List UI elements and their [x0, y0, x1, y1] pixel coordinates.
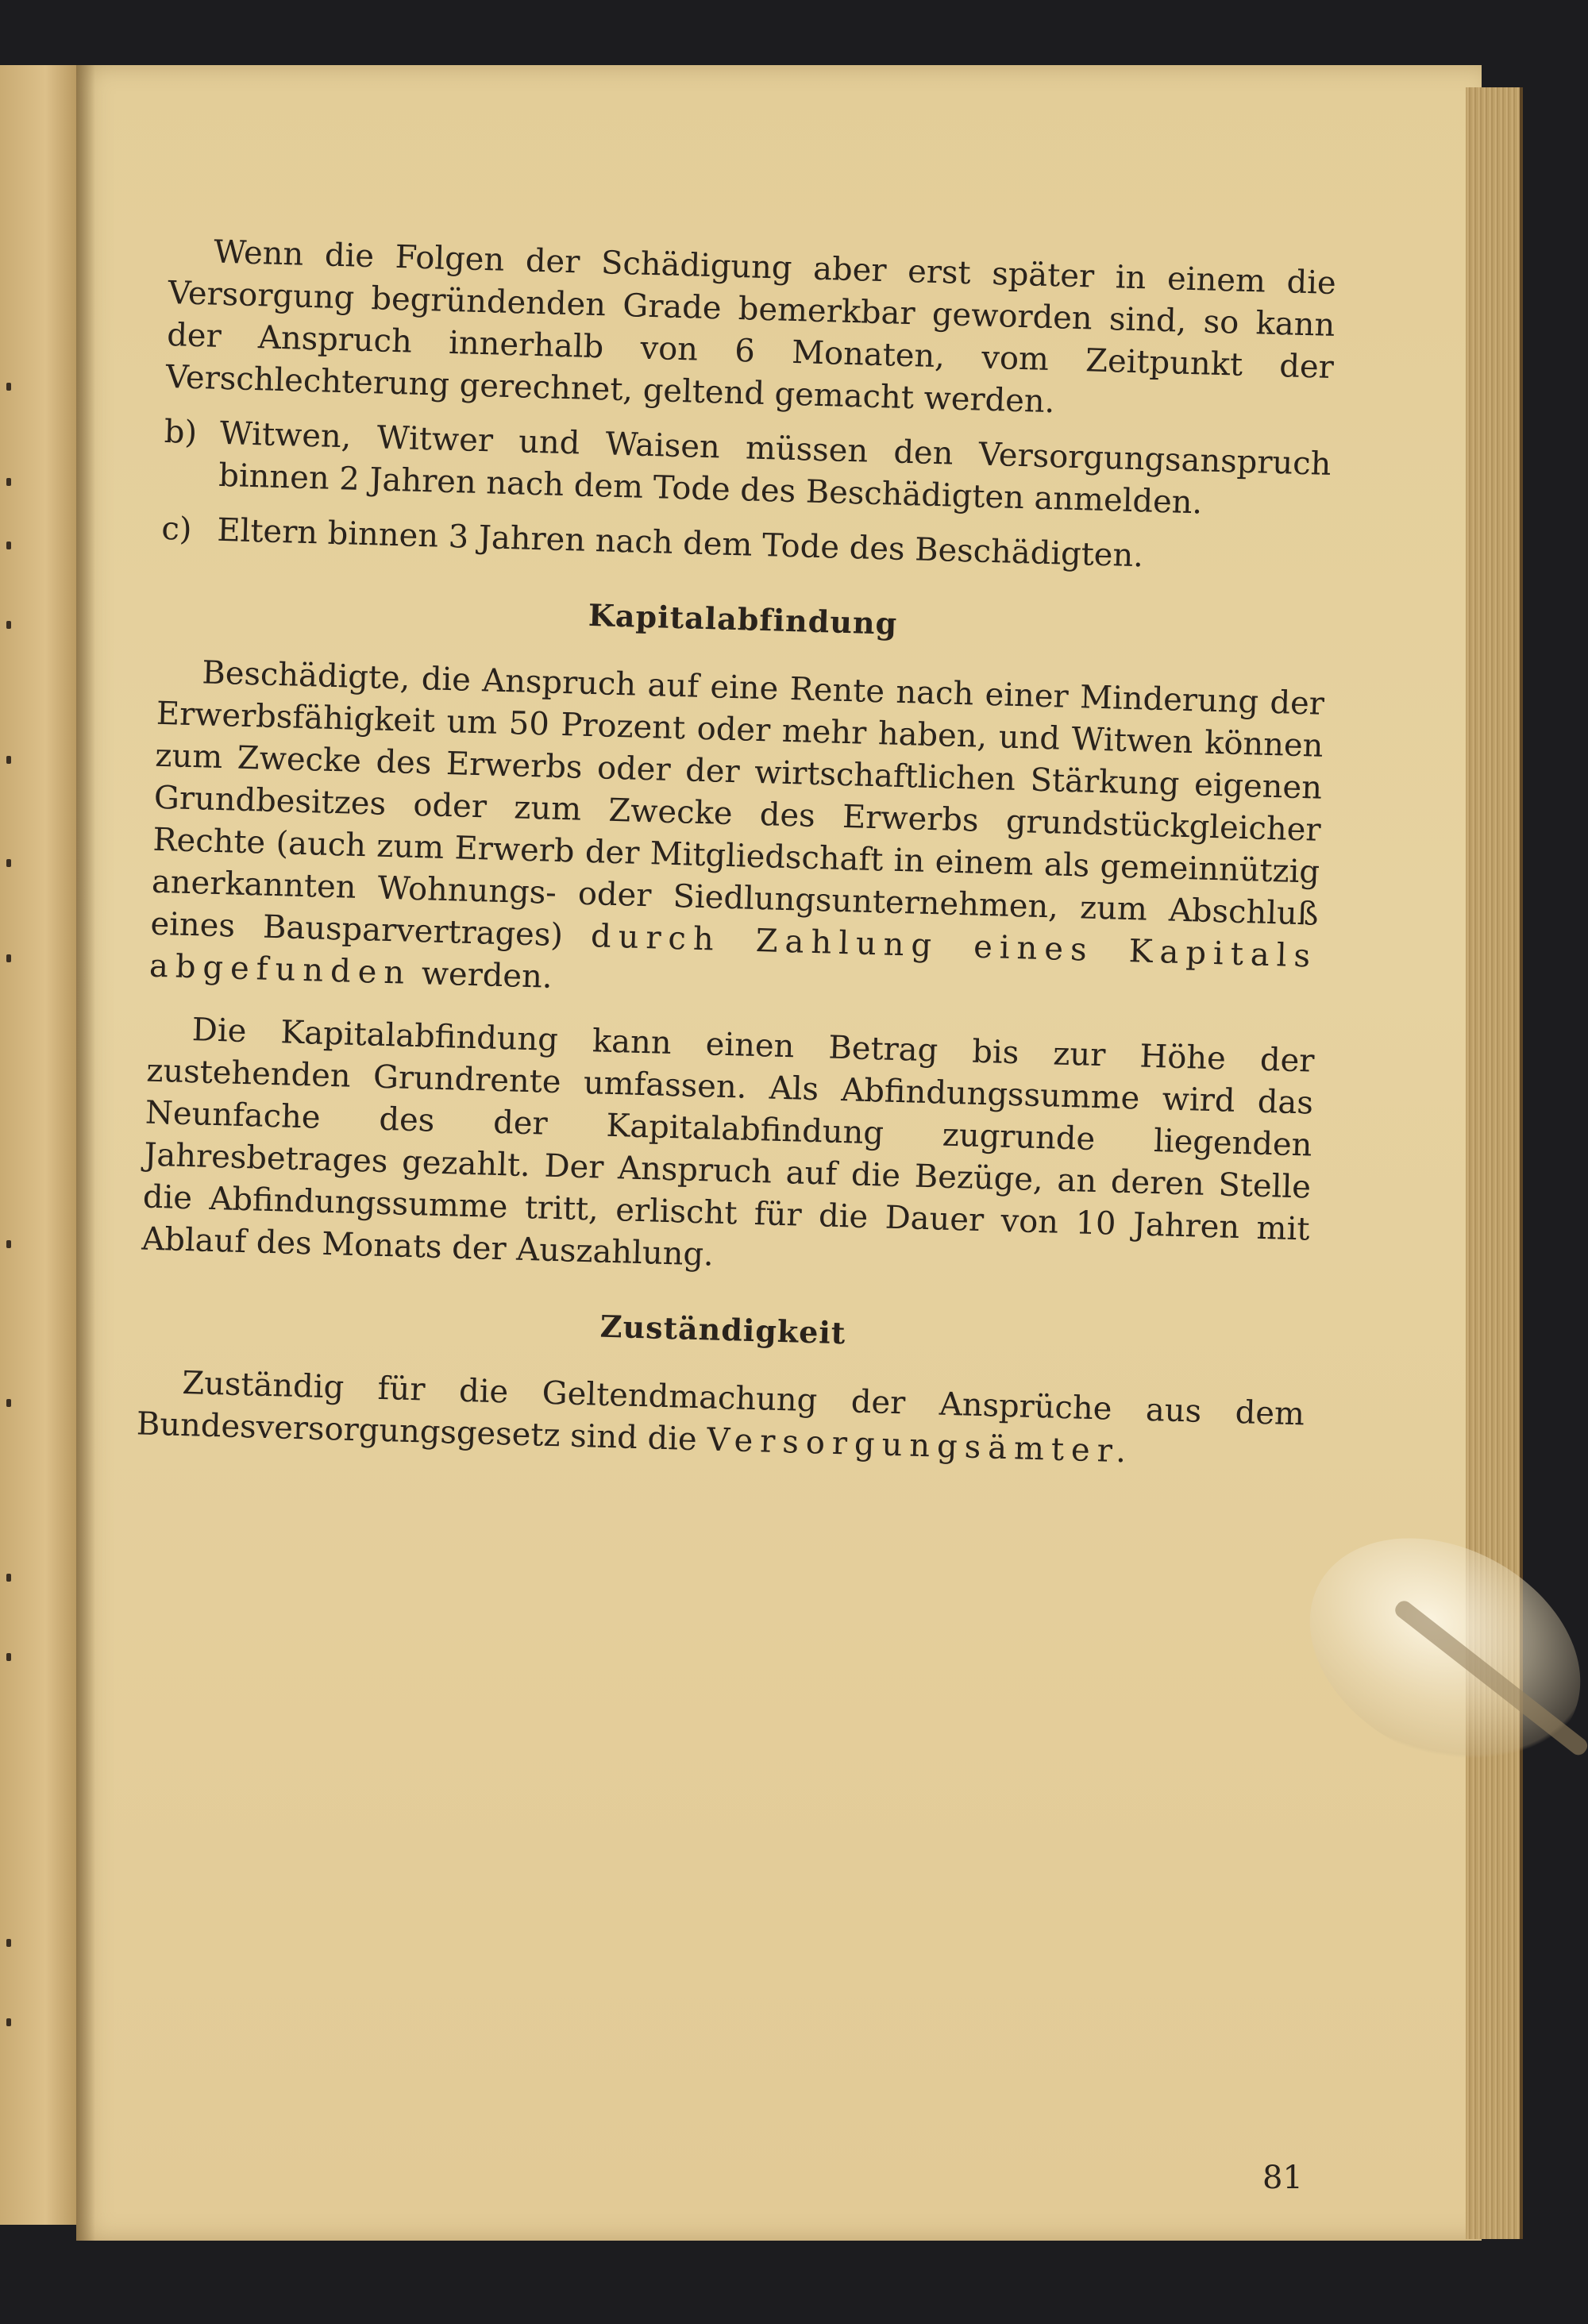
emphasized-text: Versorgungsämter.: [706, 1421, 1134, 1470]
print-mark: [6, 859, 11, 867]
section-heading-zustaendigkeit: Zuständigkeit: [599, 1308, 846, 1351]
list-item-text: Witwen, Witwer und Waisen müssen den Versorgungsanspruch binnen 2 Jahren nach dem Tode des Beschädigten anmelden.: [218, 414, 1332, 522]
page-edges: [1466, 87, 1523, 2239]
list-item-text: Eltern binnen 3 Jahren nach dem Tode des Beschädigten.: [216, 511, 1144, 575]
print-mark: [6, 1240, 11, 1248]
print-mark: [6, 954, 11, 962]
print-mark: [6, 2018, 11, 2026]
section-heading-kapitalabfindung: Kapitalabfindung: [588, 596, 898, 642]
print-mark: [6, 621, 11, 629]
print-mark: [6, 1574, 11, 1582]
previous-page-edge: [0, 65, 79, 2225]
page-text: [136, 230, 1336, 1478]
paragraph-text: Zuständig für die Geltendmachung der Ansprüche aus dem Bundesversorgungsgesetz sind die: [136, 1365, 1305, 1459]
print-mark: [6, 1939, 11, 1947]
page-number: 81: [1262, 2160, 1303, 2196]
kapitalabfindung-paragraph-1: [148, 651, 1324, 1020]
print-mark: [6, 541, 11, 549]
print-mark: [6, 1399, 11, 1407]
binding-shadow: [76, 65, 95, 2241]
print-mark: [6, 1653, 11, 1661]
kapitalabfindung-paragraph-2: Die Kapitalabfindung kann einen Betrag bis zur Höhe der zustehenden Grundrente umfassen. Als Abfindungssumme wird das Neunfache des der Kapitalabfindung zugrunde liegenden Jahresbetrages gezahlt. Der Anspruch auf die Bezüge, an deren Stelle die Abfindungssumme tritt, erlischt für die Dauer von 10 Jahren mit Ablauf des Monats der Auszahlung.: [141, 1012, 1315, 1274]
list-item-label: b): [164, 413, 198, 452]
print-mark: [6, 383, 11, 391]
paragraph-text: werden.: [421, 955, 553, 996]
print-mark: [6, 478, 11, 486]
list-item-label: c): [160, 510, 193, 548]
intro-paragraph: Wenn die Folgen der Schädigung aber erst später in einem die Versorgung begründenden Grade bemerkbar geworden sind, so kann der Anspruch innerhalb von 6 Monaten, vom Zeitpunkt der Verschlechterung gerechnet, geltend gemacht werden.: [165, 233, 1337, 421]
emphasized-text: durch Zahlung eines Kapitals abgefunden: [148, 918, 1318, 992]
list-item: [163, 411, 1332, 528]
print-mark: [6, 756, 11, 764]
paragraph-text: Beschädigte, die Anspruch auf eine Rente nach einer Minderung der Erwerbsfähigkeit um 50 Prozent oder mehr haben, und Witwen können zum Zwecke des Erwerbs oder der wirtschaftlichen Stärkung eigenen Grundbesitzes oder zum Zwecke des Erwerbs grundstückgleicher Rechte (auch zum Erwerb der Mitgliedschaft in einem als gemeinnützig anerkannten Wohnungs- oder Siedlungsunternehmen, zum Abschluß eines Bausparvertrages): [149, 654, 1325, 954]
